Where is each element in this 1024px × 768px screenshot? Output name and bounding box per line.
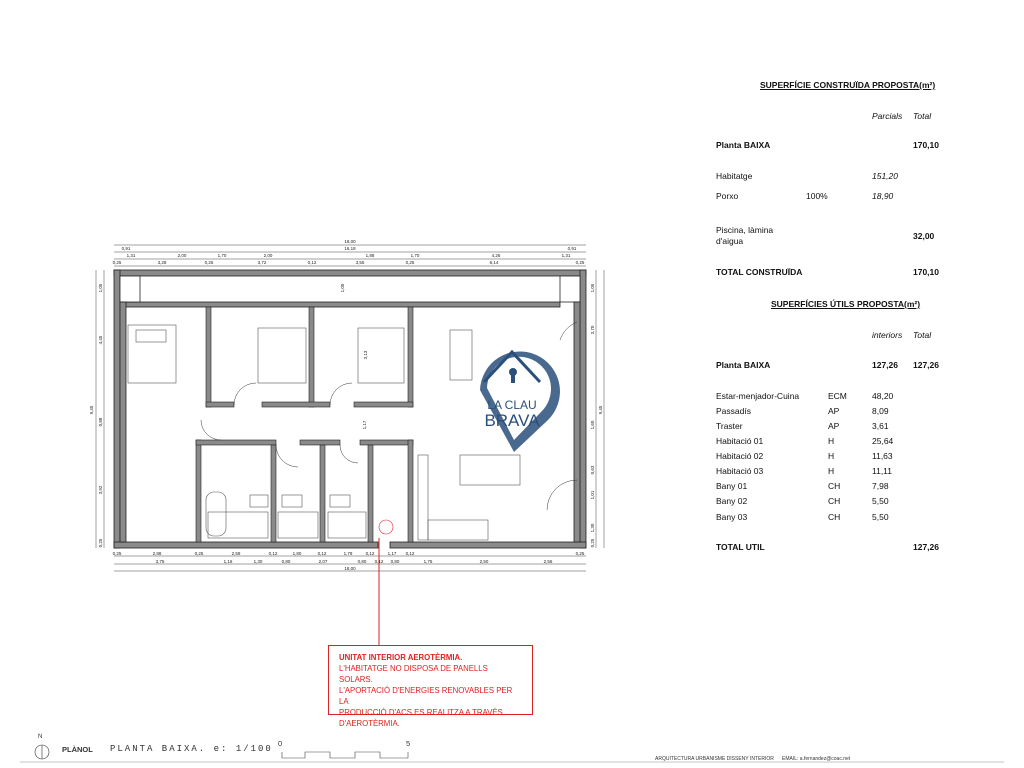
dim-top-seg: 2,00 — [177, 253, 187, 258]
dim-top-seg: 2,00 — [263, 253, 273, 258]
built-surface-title: SUPERFÍCIE CONSTRUÏDA PROPOSTA(m²) — [760, 80, 936, 90]
dim-top-total: 18,00 — [344, 239, 356, 244]
dim-bottom-total: 18,00 — [344, 566, 356, 571]
built-floor-label: Planta BAIXA — [716, 140, 771, 150]
room-value: 7,98 — [872, 481, 889, 491]
dim-left-seg: 0,25 — [98, 538, 103, 548]
room-label: Bany 02 — [716, 496, 748, 506]
col-total-header: Total — [913, 111, 932, 121]
plan-label: PLÀNOL — [62, 745, 93, 754]
dim-right-total: 9,45 — [598, 405, 603, 415]
note-line: L'HABITATGE NO DISPOSA DE PANELLS SOLARS. — [339, 664, 488, 684]
scale-end: 5 — [406, 739, 411, 748]
dim-bottom-seg2: 1,16 — [223, 559, 233, 564]
useful-total-value: 127,26 — [913, 542, 939, 552]
dim-right-seg: 1,01 — [590, 490, 595, 500]
room-label: Habitació 03 — [716, 466, 764, 476]
dim-left-seg: 4,45 — [98, 335, 103, 345]
room-code: ECM — [828, 391, 847, 401]
dim-bottom-seg2: 0,12 — [374, 559, 384, 564]
aerothermia-note — [328, 645, 533, 728]
note-title: UNITAT INTERIOR AEROTÈRMIA. — [339, 653, 463, 662]
dim-top-side-right: 0,91 — [567, 246, 577, 251]
useful-surface-title: SUPERFÍCIES ÚTILS PROPOSTA(m²) — [771, 299, 921, 309]
dim-left-seg: 3,92 — [98, 485, 103, 495]
note-line: D'AEROTÈRMIA. — [339, 719, 400, 728]
pool-label-line2: d'aigua — [716, 236, 744, 246]
useful-floor-total: 127,26 — [913, 360, 939, 370]
room-label: Bany 03 — [716, 512, 748, 522]
room-value: 3,61 — [872, 421, 889, 431]
dim-top-seg: 1,70 — [410, 253, 420, 258]
dim-top-seg: 1,88 — [365, 253, 375, 258]
useful-floor-label: Planta BAIXA — [716, 360, 771, 370]
dim-bottom-seg: 0,12 — [317, 551, 327, 556]
room-label: Habitació 01 — [716, 436, 764, 446]
room-code: AP — [828, 406, 840, 416]
room-value: 11,63 — [872, 451, 893, 461]
scale-bar — [282, 752, 408, 758]
dim-top-seg2: 3,72 — [257, 260, 267, 265]
dim-left-seg: 1,05 — [98, 283, 103, 293]
room-value: 48,20 — [872, 391, 894, 401]
dim-bottom-seg: 2,88 — [152, 551, 162, 556]
pool-label-line1: Piscina, làmina — [716, 225, 774, 235]
dim-top-seg2: 3,28 — [157, 260, 167, 265]
dim-top-seg: 1,31 — [126, 253, 136, 258]
dim-bottom-seg: 0,25 — [112, 551, 122, 556]
room-value: 8,09 — [872, 406, 889, 416]
dim-top-seg2: 3,55 — [355, 260, 365, 265]
built-row-label: Habitatge — [716, 171, 753, 181]
built-floor-total: 170,10 — [913, 140, 939, 150]
built-total-label: TOTAL CONSTRUÏDA — [716, 267, 803, 277]
built-total-value: 170,10 — [913, 267, 939, 277]
dim-bottom-seg2: 2,56 — [543, 559, 553, 564]
dim-top-seg2: 6,14 — [489, 260, 499, 265]
room-value: 5,50 — [872, 496, 889, 506]
built-row-label: Porxo — [716, 191, 739, 201]
dim-bottom-seg2: 2,50 — [479, 559, 489, 564]
logo-text-line1: LA CLAU — [487, 398, 537, 412]
dim-right-seg: 0,25 — [590, 538, 595, 548]
col-partial-header: Parcials — [872, 111, 903, 121]
dim-bedroom-height: 3,13 — [363, 350, 368, 360]
col-interior-header: interiors — [872, 330, 903, 340]
useful-floor-interior: 127,26 — [872, 360, 898, 370]
north-arrow-icon — [35, 745, 49, 759]
room-code: AP — [828, 421, 840, 431]
col-total-header: Total — [913, 330, 932, 340]
dim-bottom-seg: 0,25 — [575, 551, 585, 556]
room-code: CH — [828, 481, 841, 491]
dim-top-seg2: 0,25 — [575, 260, 585, 265]
dim-bottom-seg: 0,25 — [194, 551, 204, 556]
room-value: 11,11 — [872, 466, 893, 476]
dim-bottom-seg: 1,80 — [292, 551, 302, 556]
room-label: Habitació 02 — [716, 451, 764, 461]
dim-corridor: 1,17 — [362, 420, 367, 430]
dim-bottom-seg: 0,12 — [268, 551, 278, 556]
north-label: N — [38, 734, 43, 740]
dim-right-seg: 1,60 — [590, 420, 595, 430]
built-row-partial: 18,90 — [872, 191, 894, 201]
useful-total-label: TOTAL UTIL — [716, 542, 765, 552]
dim-bottom-seg2: 3,75 — [155, 559, 165, 564]
dim-bottom-seg: 0,12 — [405, 551, 415, 556]
dim-top-seg2: 0,12 — [307, 260, 317, 265]
room-code: CH — [828, 496, 841, 506]
dim-top-seg: 4,26 — [491, 253, 501, 258]
dim-bottom-seg2: 1,30 — [253, 559, 263, 564]
dim-top-seg2: 0,25 — [204, 260, 214, 265]
dim-right-seg: 3,70 — [590, 325, 595, 335]
brand-logo — [480, 351, 560, 452]
dim-left-seg: 0,88 — [98, 417, 103, 427]
logo-text-line2: BRAVA — [484, 411, 540, 430]
note-line: PRODUCCIÓ D'ACS ES REALITZA A TRAVÉS — [339, 708, 503, 717]
dim-right-seg: 1,05 — [590, 283, 595, 293]
dim-porch: 1,05 — [340, 283, 345, 293]
room-label: Passadís — [716, 406, 751, 416]
interior-walls — [196, 307, 413, 542]
dim-right-seg: 0,63 — [590, 465, 595, 475]
dim-left-total: 9,45 — [89, 405, 94, 415]
dim-bottom-seg2: 0,80 — [390, 559, 400, 564]
built-row-pct: 100% — [806, 191, 828, 201]
studio-email: EMAIL: a.fernandez@coac.net — [782, 756, 851, 762]
scale-start: 0 — [278, 739, 283, 748]
room-label: Traster — [716, 421, 743, 431]
room-label: Bany 01 — [716, 481, 748, 491]
dim-top-side-left: 0,91 — [121, 246, 131, 251]
room-value: 25,64 — [872, 436, 894, 446]
room-value: 5,50 — [872, 512, 889, 522]
dim-bottom-seg: 1,17 — [387, 551, 397, 556]
dim-bottom-seg2: 1,75 — [423, 559, 433, 564]
room-code: H — [828, 451, 835, 461]
dim-bottom-seg2: 0,80 — [281, 559, 291, 564]
room-code: CH — [828, 512, 841, 522]
dim-bottom-seg: 0,12 — [365, 551, 375, 556]
dim-top-seg2: 0,25 — [112, 260, 122, 265]
dim-top-seg: 1,31 — [561, 253, 571, 258]
dim-bottom-seg: 2,59 — [231, 551, 241, 556]
dim-bottom-seg: 1,79 — [343, 551, 353, 556]
built-row-partial: 151,20 — [872, 171, 898, 181]
dim-bottom-seg2: 2,07 — [318, 559, 328, 564]
plan-title: PLANTA BAIXA. e: 1/100 — [110, 744, 273, 754]
pool-total: 32,00 — [913, 231, 935, 241]
studio-label: ARQUITECTURA URBANISME DISSENY INTERIOR — [655, 756, 774, 762]
room-code: H — [828, 436, 835, 446]
dim-top-inner: 16,18 — [344, 246, 356, 251]
note-line: L'APORTACIÓ D'ENERGIES RENOVABLES PER LA — [339, 686, 513, 706]
dim-top-seg: 1,70 — [217, 253, 227, 258]
dim-top-seg2: 0,25 — [405, 260, 415, 265]
dim-right-seg: 1,30 — [590, 523, 595, 533]
room-code: H — [828, 466, 835, 476]
room-label: Estar-menjador-Cuina — [716, 391, 800, 401]
dim-bottom-seg2: 0,80 — [357, 559, 367, 564]
